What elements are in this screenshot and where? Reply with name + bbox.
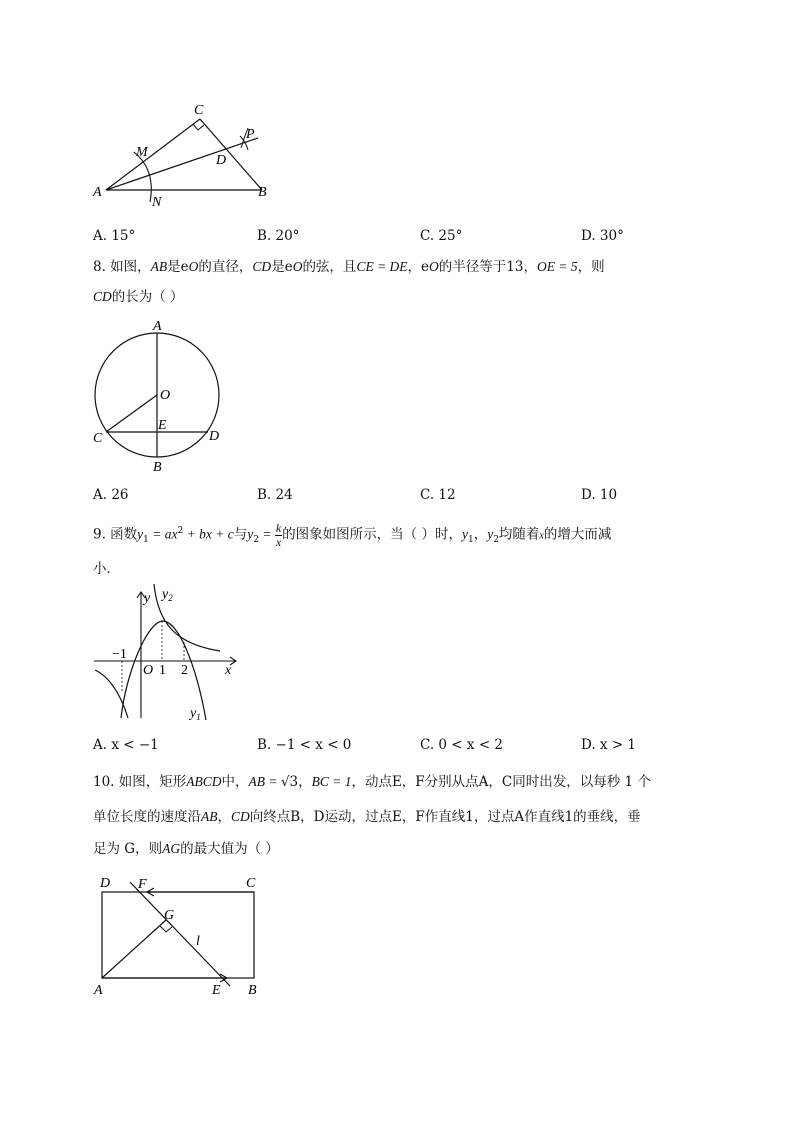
q7-option-a[interactable]: A. 15°	[93, 228, 136, 244]
q7-label-A: A	[93, 185, 102, 200]
q8-label-E: E	[158, 418, 167, 433]
q9-fraction: $\frac{k}{x}$	[275, 520, 282, 549]
q9-function-graph	[88, 584, 248, 726]
q9-stem-line1: 9. 函数$y_1 = ax^2$ + bx + c与$y_2$ = $\frac{k}{x}$ 的图象如图所示，当（ ）时，$y_1$，$y_2$均随着x的增大而减	[93, 520, 612, 549]
q10-label-l: l	[196, 934, 200, 949]
q9-label-y2: $y_2$	[162, 587, 173, 603]
q7-label-N: N	[152, 195, 162, 210]
q9-option-d[interactable]: D. x > 1	[581, 737, 637, 753]
q8-option-d[interactable]: D. 10	[581, 487, 618, 503]
q9-label-y: y	[144, 591, 151, 606]
q9-label-O: O	[143, 663, 154, 678]
q9-label-y1: $y_1$	[190, 706, 201, 722]
q8-label-D: D	[209, 429, 220, 444]
q8-label-C: C	[93, 431, 103, 446]
q7-option-d[interactable]: D. 30°	[581, 228, 624, 244]
q10-label-F: F	[138, 877, 147, 892]
q10-stem-line2: 单位长度的速度沿AB，CD向终点B，D运动，过点E，F作直线1，过点A作直线1的垂线，垂	[93, 809, 641, 825]
q9-label-1: 1	[159, 663, 166, 678]
q9-label-x: x	[225, 663, 232, 678]
q8-option-c[interactable]: C. 12	[420, 487, 456, 503]
q10-label-D: D	[100, 876, 111, 891]
q7-option-b[interactable]: B. 20°	[257, 228, 300, 244]
q8-label-A: A	[153, 319, 162, 334]
q7-label-P: P	[246, 127, 255, 142]
q8-circle-figure	[88, 316, 228, 476]
q8-option-b[interactable]: B. 24	[257, 487, 293, 503]
q10-label-G: G	[164, 908, 175, 923]
q10-stem-line3: 足为 G，则AG的最大值为（ ）	[93, 841, 279, 857]
q7-triangle-figure	[90, 98, 280, 210]
q8-label-B: B	[153, 460, 162, 475]
q7-label-M: M	[136, 145, 148, 160]
q8-label-O: O	[160, 388, 171, 403]
q9-option-b[interactable]: B. −1 < x < 0	[257, 737, 352, 753]
q10-label-B: B	[248, 983, 257, 998]
q8-stem-line2: CD的长为（ ）	[93, 289, 184, 305]
q9-option-a[interactable]: A. x < −1	[93, 737, 159, 753]
q10-label-A: A	[94, 983, 103, 998]
q9-stem-line2: 小．	[93, 561, 120, 577]
q7-label-C: C	[194, 103, 204, 118]
q9-option-c[interactable]: C. 0 < x < 2	[420, 737, 504, 753]
q10-label-E: E	[212, 983, 221, 998]
q10-stem-line1: 10. 如图，矩形ABCD中，AB = √3，BC = 1，动点E，F分别从点A，C同时出发，以每秒 1 个	[93, 774, 651, 790]
q10-rectangle-figure	[90, 872, 270, 1000]
q9-label-minus1: −1	[112, 647, 127, 662]
q7-label-B: B	[258, 185, 267, 200]
q8-stem-line1: 8. 如图，AB是eO的直径，CD是eO的弦，且CE = DE，eO的半径等于13，OE = 5，则	[93, 259, 605, 275]
q7-option-c[interactable]: C. 25°	[420, 228, 463, 244]
q7-label-D: D	[216, 153, 227, 168]
q10-label-C: C	[246, 876, 256, 891]
q8-option-a[interactable]: A. 26	[93, 487, 129, 503]
q9-label-2: 2	[181, 663, 188, 678]
